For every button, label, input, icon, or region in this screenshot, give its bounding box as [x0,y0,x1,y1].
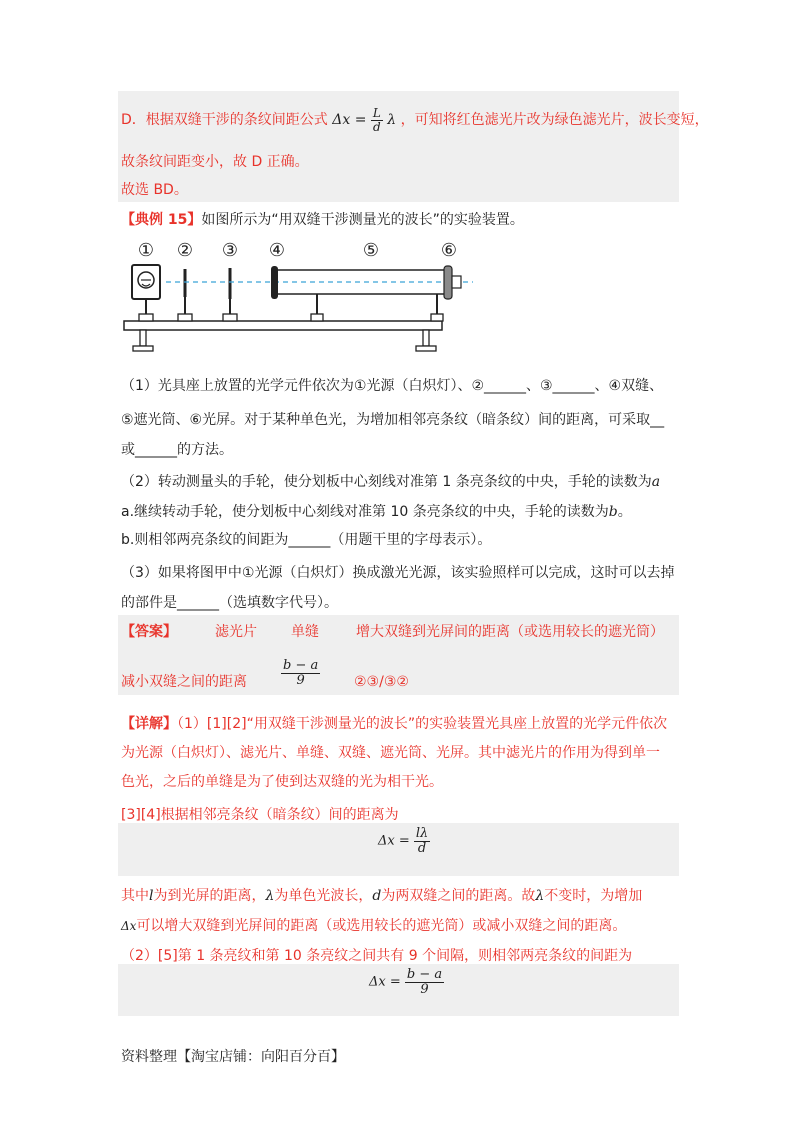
label-2: ② [176,240,194,261]
q1-line-2: ⑤遮光筒、⑥光屏。对于某种单色光，为增加相邻亮条纹（暗条纹）间的距离，可采取__ [121,412,665,428]
top-line-1-suffix: ，可知将红色滤光片改为绿色滤光片，波长变短， [400,112,709,129]
var-lambda: λ [265,888,275,904]
detail-line-5-f: 不变时，为增加 [544,888,643,904]
formula-fraction [371,107,383,133]
var-l: l [149,888,154,904]
top-line-1-prefix: D．根据双缝干涉的条纹间距公式 [121,112,328,129]
answer-5-den: 9 [296,672,305,688]
detail-line-5-e: 为两双缝之间的距离。故 [381,888,536,904]
footer-text: 资料整理【淘宝店铺：向阳百分百】 [121,1049,345,1065]
formula-lhs: Δx = [332,112,367,129]
answer-6: ②③/③② [354,674,409,690]
q2-line-1 [121,472,660,492]
var-lambda-2: λ [535,888,545,904]
detail-line-1-text: （1）[1][2]“用双缝干涉测量光的波长”的实验装置光具座上放置的光学元件依次 [177,716,668,732]
var-delta-x: Δx [121,919,137,933]
formula-1-num: lλ [415,826,429,841]
optical-bench-rail [124,321,442,330]
formula-2-lhs: Δx = [369,974,401,990]
formula-1-den: d [417,840,427,856]
detail-line-5-b: 为到光屏的距离， [153,888,266,904]
single-slit-element [223,268,237,321]
formula-1 [378,827,430,855]
formula-2 [369,968,444,996]
light-source-lamp [132,265,160,321]
q1-line-1: （1）光具座上放置的光学元件依次为①光源（白炽灯）、②______、③______、④双缝、 [121,378,664,394]
detail-line-7: （2）[5]第 1 条亮纹和第 10 条亮纹之间共有 9 个间隔，则相邻两亮条纹的间距为 [121,948,633,964]
answer-4: 减小双缝之间的距离 [121,674,247,690]
detail-line-6-text: 可以增大双缝到光屏间的距离（或选用较长的遮光筒）或减小双缝之间的距离。 [136,918,627,934]
answer-5-num: b − a [283,658,319,673]
detail-tag: 【详解】 [121,716,177,732]
q2-line-3: b.则相邻两亮条纹的间距为______（用题干里的字母表示）。 [121,532,492,548]
detail-line-4: [3][4]根据相邻亮条纹（暗条纹）间的距离为 [121,807,399,823]
q2-line-1-text: （2）转动测量头的手轮，使分划板中心刻线对准第 1 条亮条纹的中央，手轮的读数为 [121,474,652,490]
q2-line-2-suffix: 。 [617,504,632,520]
filter-element [178,269,192,321]
q3-line-1: （3）如果将图甲中①光源（白炽灯）换成激光光源，该实验照样可以完成，这时可以去掉 [121,565,675,581]
example-tag: 【典例 15】 [121,212,202,228]
q2-line-2 [121,502,632,522]
detail-line-2: 为光源（白炽灯）、滤光片、单缝、双缝、遮光筒、光屏。其中滤光片的作用为得到单一 [121,745,660,761]
top-line-3: 故选 BD。 [121,182,188,198]
label-4: ④ [268,240,286,261]
answer-5-fraction [281,659,320,687]
formula-1-lhs: Δx = [378,833,410,849]
top-line-1 [121,107,709,133]
detail-line-5-c: 为单色光波长， [274,888,373,904]
detail-line-5-a: 其中 [121,888,149,904]
q3-line-2: 的部件是______（选填数字代号）。 [121,595,338,611]
formula-den: d [373,119,381,134]
answer-tag: 【答案】 [121,624,177,640]
q1-line-3: 或______的方法。 [121,442,233,458]
tube-support-left [311,294,323,321]
label-3: ③ [221,240,239,261]
label-5: ⑤ [362,240,380,261]
detail-line-6 [121,916,626,936]
rail-leg-left [133,330,153,351]
spacing-formula [332,106,400,134]
tube-support-right [431,294,443,321]
example-intro: 如图所示为“用双缝干涉测量光的波长”的实验装置。 [201,212,524,228]
q2-var-a: a [651,474,661,490]
var-d: d [372,888,382,904]
detail-line-3: 色光，之后的单缝是为了使到达双缝的光为相干光。 [121,774,443,790]
detail-line-5 [121,886,642,906]
formula-num: L [372,106,381,120]
q2-var-b: b [608,504,618,520]
formula-2-num: b − a [406,967,443,982]
label-6: ⑥ [440,240,458,261]
example-heading [121,210,524,230]
formula-2-den: 9 [420,981,429,997]
q2-line-2-text: a.继续转动手轮，使分划板中心刻线对准第 10 条亮条纹的中央，手轮的读数为 [121,504,609,520]
answer-1: 滤光片 [215,624,257,640]
answer-3: 增大双缝到光屏间的距离（或选用较长的遮光筒） [356,624,664,640]
top-line-2: 故条纹间距变小，故 D 正确。 [121,154,309,170]
formula-lambda: λ [387,112,397,129]
apparatus-diagram [118,235,478,360]
detail-line-1 [121,714,667,734]
screen-element [444,266,461,299]
rail-leg-right [416,330,436,351]
answer-2: 单缝 [291,624,319,640]
label-1: ① [137,240,155,261]
